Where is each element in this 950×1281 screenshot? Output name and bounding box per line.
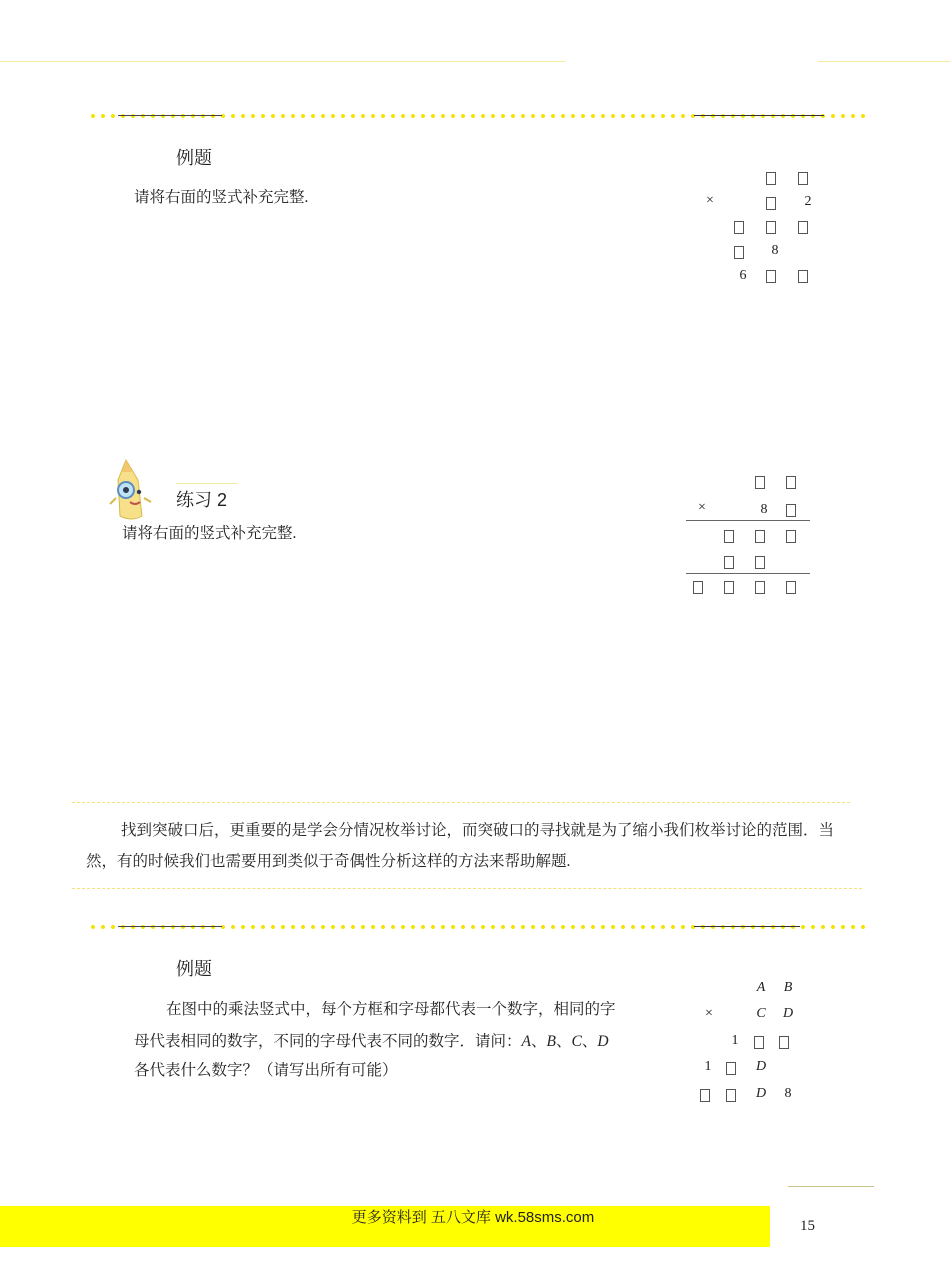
section-divider-bar: [694, 115, 824, 116]
digit-box: [798, 221, 808, 234]
example-heading: 例题: [176, 959, 212, 979]
times-sign: ×: [698, 500, 706, 515]
digit-box: [786, 530, 796, 543]
note-line-1: 找到突破口后，更重要的是学会分情况枚举讨论，而突破口的寻找就是为了缩小我们枚举讨论的范围．当: [121, 822, 835, 839]
digit-box: [766, 197, 776, 210]
letter-b: B: [546, 1033, 556, 1050]
digit-box: [766, 221, 776, 234]
letter-a: A: [521, 1033, 531, 1050]
note-line-2: 然，有的时候我们也需要用到类似于奇偶性分析这样的方法来帮助解题.: [86, 853, 571, 870]
digit-box: [726, 1089, 736, 1102]
digit-box: [786, 504, 796, 517]
digit-box: [700, 1089, 710, 1102]
section-divider-bar: [694, 926, 800, 927]
digit: 8: [771, 243, 779, 258]
digit: 8: [760, 502, 768, 517]
top-rule-right: [818, 61, 950, 62]
example-line-1: 在图中的乘法竖式中，每个方框和字母都代表一个数字，相同的字: [166, 1001, 616, 1018]
digit: 6: [739, 268, 747, 283]
letter-d: D: [755, 1086, 767, 1101]
letter-c: C: [571, 1033, 582, 1050]
note-bottom-border: [72, 888, 862, 889]
digit-box: [693, 581, 703, 594]
pencil-mascot-icon: [108, 458, 154, 524]
letter-d: D: [597, 1033, 609, 1050]
digit-box: [766, 270, 776, 283]
digit-box: [755, 556, 765, 569]
product-line: [686, 573, 810, 574]
product-line: [686, 520, 810, 521]
digit-box: [755, 530, 765, 543]
example-heading: 例题: [176, 148, 212, 168]
footer-rule: [788, 1186, 874, 1187]
section-divider-bar: [118, 926, 222, 927]
example-line-2-text: 母代表相同的数字，不同的字母代表不同的数字．请问：: [134, 1033, 522, 1050]
digit-box: [755, 476, 765, 489]
separator: 、: [555, 1033, 572, 1050]
letter-a: A: [756, 980, 766, 995]
digit-box: [798, 270, 808, 283]
digit-box: [726, 1062, 736, 1075]
letter-d: D: [782, 1006, 794, 1021]
footer-link[interactable]: 更多资料到 五八文库 wk.58sms.com: [351, 1209, 595, 1226]
section-divider-bar: [118, 115, 222, 116]
times-sign: ×: [705, 1006, 713, 1021]
separator: 、: [530, 1033, 547, 1050]
letter-b: B: [783, 980, 793, 995]
digit: 2: [804, 194, 812, 209]
times-sign: ×: [706, 193, 714, 208]
digit-box: [798, 172, 808, 185]
digit-box: [786, 581, 796, 594]
note-top-border: [72, 802, 850, 803]
digit-box: [755, 581, 765, 594]
example-line-2: [134, 1028, 609, 1056]
digit-box: [724, 556, 734, 569]
digit-box: [724, 530, 734, 543]
practice-underline: [176, 483, 238, 484]
digit-box: [754, 1036, 764, 1049]
page-number: 15: [800, 1218, 815, 1234]
digit-box: [766, 172, 776, 185]
top-rule-left: [0, 61, 565, 62]
letter-d: D: [755, 1059, 767, 1074]
digit-box: [779, 1036, 789, 1049]
digit: 1: [731, 1033, 739, 1048]
separator: 、: [581, 1033, 598, 1050]
digit: 8: [784, 1086, 792, 1101]
digit-box: [724, 581, 734, 594]
digit-box: [734, 221, 744, 234]
digit-box: [734, 246, 744, 259]
example-line-3: 各代表什么数字？（请写出所有可能）: [134, 1062, 398, 1079]
practice-text: 请将右面的竖式补充完整.: [122, 525, 297, 542]
digit: 1: [704, 1059, 712, 1074]
example-text: 请将右面的竖式补充完整.: [134, 189, 309, 206]
letter-c: C: [756, 1006, 766, 1021]
digit-box: [786, 476, 796, 489]
practice-heading: 练习 2: [176, 490, 228, 510]
